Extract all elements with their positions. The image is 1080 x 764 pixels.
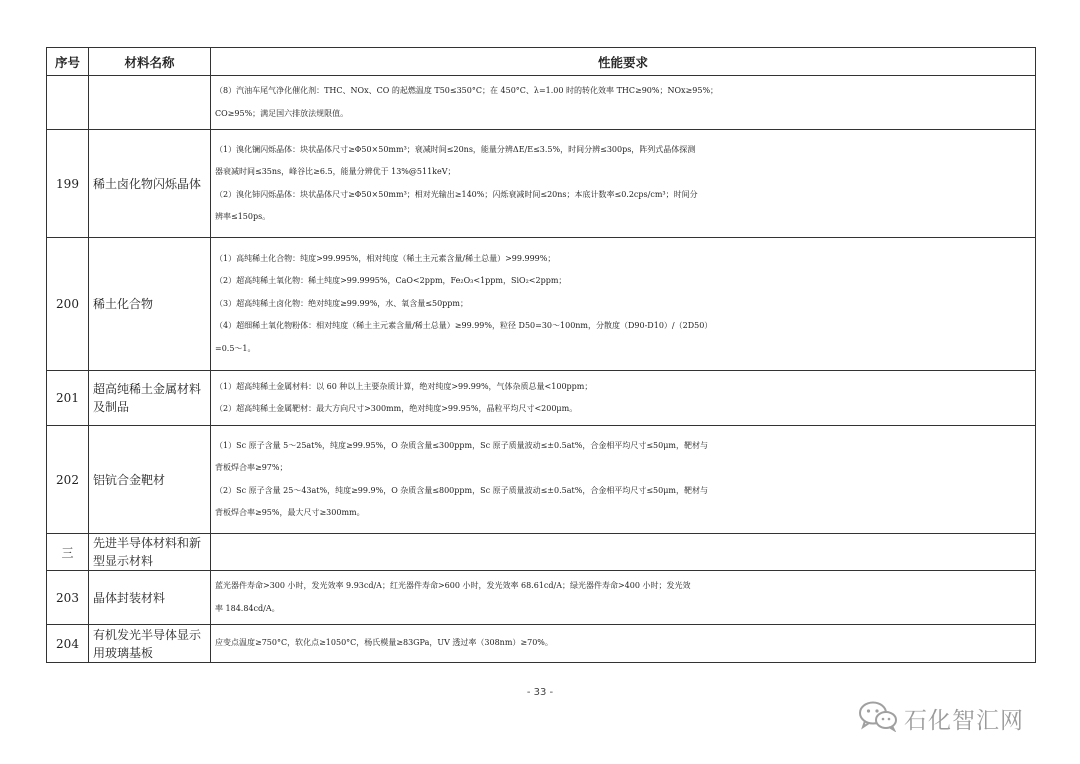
requirements-cell — [211, 426, 1036, 534]
requirement-line: （4）超细稀土氧化物粉体：相对纯度（稀土主元素含量/稀土总量）≥99.99%，粒径 D50=30～100nm，分散度（D90-D10）/（2D50） — [215, 321, 713, 331]
table-row — [47, 130, 1036, 238]
requirement-line: CO≥95%；满足国六排放法规限值。 — [215, 108, 349, 118]
row-number: 203 — [47, 571, 89, 625]
table-row — [47, 625, 1036, 663]
requirements-cell — [211, 571, 1036, 625]
header-no: 序号 — [47, 48, 89, 76]
requirement-line: 应变点温度≥750°C，软化点≥1050°C，杨氏模量≥83GPa，UV 透过率（308nm）≥70%。 — [215, 638, 553, 648]
table-section-row — [47, 534, 1036, 571]
requirement-line: （3）超高纯稀土卤化物：绝对纯度≥99.99%，水、氧含量≤50ppm； — [215, 298, 469, 308]
row-number: 204 — [47, 625, 89, 663]
material-name: 有机发光半导体显示用玻璃基板 — [89, 625, 211, 663]
requirement-line: （2）Sc 原子含量 25～43at%，纯度≥99.9%，O 杂质含量≤800ppm，Sc 原子质量波动≤±0.5at%，合金相平均尺寸≤50μm，靶材与 — [215, 485, 708, 495]
requirement-line: （2）溴化铈闪烁晶体：块状晶体尺寸≥Φ50×50mm³；相对光输出≥140%；闪烁衰减时间≤20ns；本底计数率≤0.2cps/cm³；时间分 — [215, 189, 698, 199]
watermark-text: 石化智汇网 — [904, 707, 1024, 734]
watermark — [858, 700, 1024, 736]
row-number — [47, 76, 89, 130]
wechat-icon — [858, 700, 898, 736]
requirements-cell — [211, 130, 1036, 238]
table-row — [47, 371, 1036, 426]
requirement-line: （1）超高纯稀土金属材料：以 60 种以上主要杂质计算，绝对纯度>99.99%，气体杂质总量<100ppm； — [215, 381, 593, 391]
header-requirements: 性能要求 — [211, 48, 1036, 76]
requirement-line: =0.5～1。 — [215, 343, 256, 353]
requirement-line: 器衰减时间≤35ns，峰谷比≥6.5，能量分辨优于 13%@511keV； — [215, 167, 456, 176]
row-number: 199 — [47, 130, 89, 238]
requirement-line: 背板焊合率≥95%，最大尺寸≥300mm。 — [215, 508, 365, 517]
row-number: 200 — [47, 238, 89, 371]
requirement-line: 辨率≤150ps。 — [215, 212, 271, 221]
requirements-cell — [211, 534, 1036, 571]
requirement-line: （2）超高纯稀土氧化物：稀土纯度>99.9995%，CaO<2ppm，Fe₂O₃<1ppm，SiO₂<2ppm； — [215, 276, 567, 286]
page-number: - 33 - — [526, 687, 554, 698]
material-name: 铝钪合金靶材 — [89, 426, 211, 534]
section-number: 三 — [47, 534, 89, 571]
requirement-line: 率 184.84cd/A。 — [215, 603, 280, 613]
requirement-line: 背板焊合率≥97%； — [215, 463, 288, 472]
material-name — [89, 76, 211, 130]
table-row — [47, 76, 1036, 130]
material-name: 晶体封装材料 — [89, 571, 211, 625]
row-number: 202 — [47, 426, 89, 534]
requirement-line: （1）Sc 原子含量 5～25at%，纯度≥99.95%，O 杂质含量≤300ppm，Sc 原子质量波动≤±0.5at%，合金相平均尺寸≤50μm，靶材与 — [215, 440, 708, 450]
requirements-cell — [211, 238, 1036, 371]
row-number: 201 — [47, 371, 89, 426]
table-row — [47, 426, 1036, 534]
table-row — [47, 238, 1036, 371]
table-row — [47, 571, 1036, 625]
requirements-cell — [211, 76, 1036, 130]
section-name: 先进半导体材料和新型显示材料 — [89, 534, 211, 571]
requirement-line: 蓝光器件寿命>300 小时，发光效率 9.93cd/A；红光器件寿命>600 小时，发光效率 68.61cd/A；绿光器件寿命>400 小时；发光效 — [215, 581, 691, 590]
requirement-line: （1）高纯稀土化合物：纯度>99.995%，相对纯度（稀土主元素含量/稀土总量）>99.999%； — [215, 253, 556, 263]
requirements-cell — [211, 625, 1036, 663]
material-name: 稀土化合物 — [89, 238, 211, 371]
material-name: 稀土卤化物闪烁晶体 — [89, 130, 211, 238]
requirements-cell — [211, 371, 1036, 426]
requirement-line: （8）汽油车尾气净化催化剂：THC、NOx、CO 的起燃温度 T50≤350°C；在 450°C、λ=1.00 时的转化效率 THC≥90%；NOx≥95%； — [215, 86, 719, 95]
header-name: 材料名称 — [89, 48, 211, 76]
requirement-line: （1）溴化镧闪烁晶体：块状晶体尺寸≥Φ50×50mm³；衰减时间≤20ns，能量分辨ΔE/E≤3.5%，时间分辨≤300ps，阵列式晶体探测 — [215, 144, 696, 154]
requirements-table — [46, 47, 1036, 663]
material-name: 超高纯稀土金属材料及制品 — [89, 371, 211, 426]
requirement-line: （2）超高纯稀土金属靶材：最大方向尺寸>300mm，绝对纯度>99.95%，晶粒平均尺寸<200μm。 — [215, 404, 578, 413]
table-header-row — [47, 48, 1036, 76]
